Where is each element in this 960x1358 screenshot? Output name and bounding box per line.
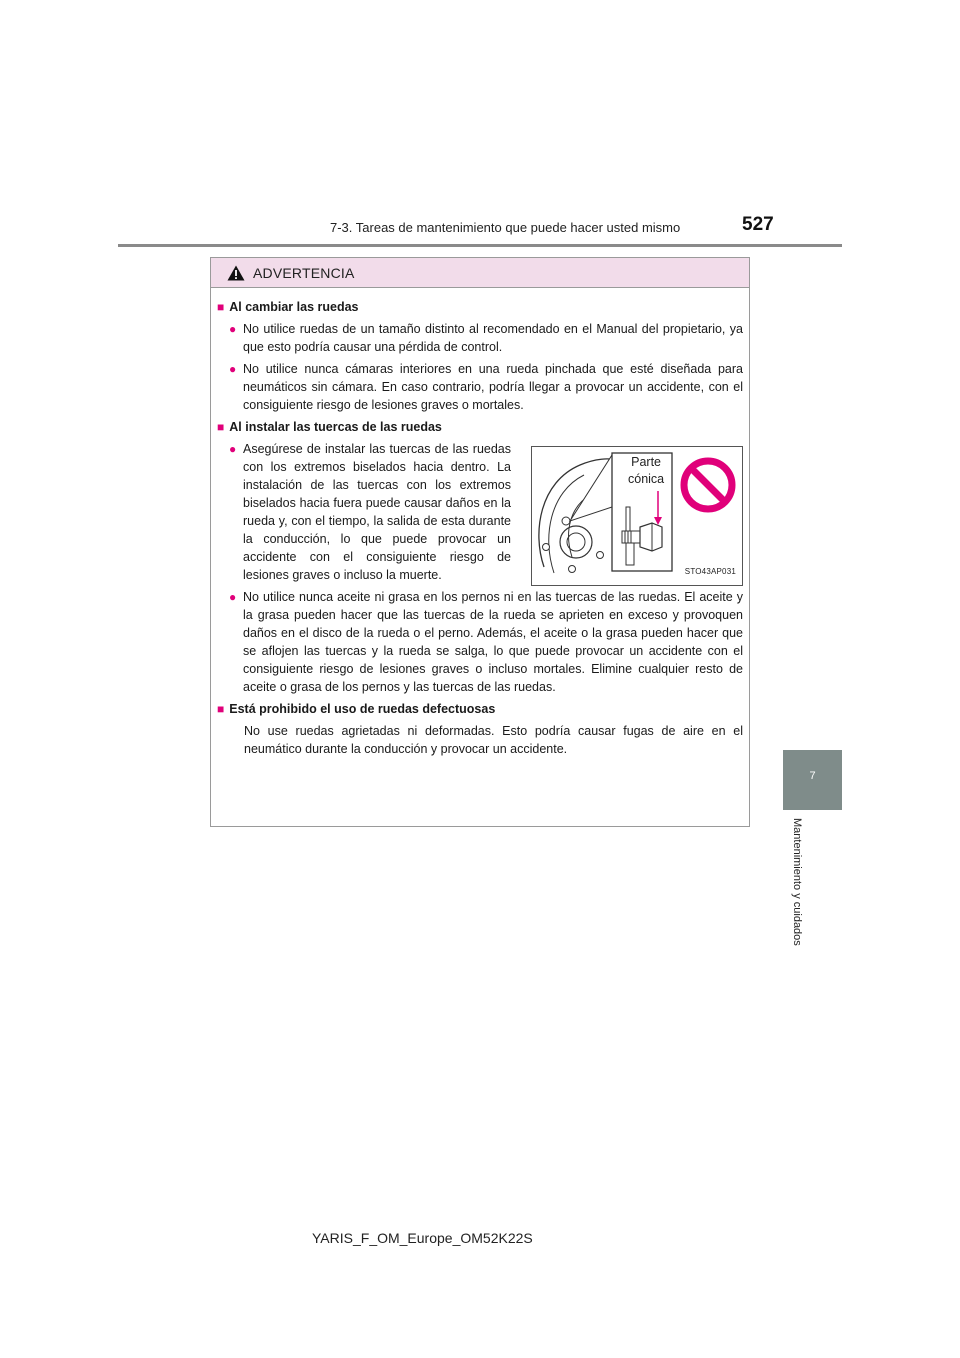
section-heading — [217, 298, 743, 316]
page-header-title: 7-3. Tareas de mantenimiento que puede hacer usted mismo — [330, 220, 681, 235]
bullet-text: No utilice ruedas de un tamaño distinto al recomendado en el Manual del propietario, ya que esto podría causar una pérdida de control. — [243, 322, 743, 354]
bullet-item — [229, 320, 743, 356]
square-bullet-icon: ■ — [217, 420, 225, 434]
figure-label-line2: cónica — [628, 472, 665, 486]
warning-body — [211, 288, 749, 758]
dot-bullet-icon: ● — [229, 362, 237, 376]
section-heading — [217, 700, 743, 718]
warning-header — [211, 258, 749, 288]
dot-bullet-icon: ● — [229, 322, 237, 336]
section-heading — [217, 418, 743, 436]
chapter-side-label: Mantenimiento y cuidados — [791, 818, 803, 946]
square-bullet-icon: ■ — [217, 300, 225, 314]
warning-title: ADVERTENCIA — [253, 264, 355, 281]
header-rule — [118, 244, 842, 247]
page-number: 527 — [742, 214, 774, 235]
chapter-tab — [783, 750, 842, 810]
bullet-with-figure — [217, 440, 743, 588]
figure-label-line1: Parte — [631, 455, 662, 469]
bullet-item — [229, 360, 743, 414]
footer-document-id: YARIS_F_OM_Europe_OM52K22S — [312, 1230, 533, 1246]
warning-triangle-icon — [227, 265, 245, 281]
bullet-text: Asegúrese de instalar las tuercas de las ruedas con los extremos biselados hacia dentro. La instalación de las tuercas con los extremos biselados hacia fuera puede causar daños en la rueda y, con el tiempo, la salida de esta durante la conducción, lo que puede provocar un accidente con el consiguiente riesgo de lesiones graves o incluso la muerte. — [243, 442, 511, 582]
warning-box — [210, 257, 750, 827]
wheel-nut-illustration — [531, 446, 743, 586]
square-bullet-icon: ■ — [217, 702, 225, 716]
bullet-text: No utilice nunca cámaras interiores en una rueda pinchada que esté diseñada para neumáticos sin cámara. En caso contrario, podría llegar a provocar un accidente, con el consiguiente riesgo de lesiones graves o mortales. — [243, 362, 743, 412]
section-paragraph: No use ruedas agrietadas ni deformadas. Esto podría causar fugas de aire en el neumático durante la conducción y provocar un accidente. — [244, 724, 743, 756]
dot-bullet-icon: ● — [229, 590, 237, 604]
dot-bullet-icon: ● — [229, 442, 237, 456]
bullet-text: No utilice nunca aceite ni grasa en los pernos ni en las tuercas de las ruedas. El aceite y la grasa pueden hacer que las tuercas de la rueda se aprieten en exceso y provoquen daños en el disco de la rueda o el perno. Además, el aceite o la grasa pueden hacer que se aflojen las tuercas y la rueda se salga, lo que puede provocar un accidente con el consiguiente riesgo de lesiones graves o incluso mortales. Elimine cualquier resto de aceite o grasa de los pernos y las tuercas de las ruedas. — [243, 590, 743, 694]
figure-code: STO43AP031 — [684, 567, 736, 576]
chapter-tab-number: 7 — [809, 770, 816, 782]
bullet-item — [229, 588, 743, 696]
section-heading-text: Al cambiar las ruedas — [229, 300, 359, 314]
bullet-item — [229, 440, 511, 584]
figure-label — [628, 454, 664, 488]
section-heading-text: Al instalar las tuercas de las ruedas — [229, 420, 442, 434]
section-heading-text: Está prohibido el uso de ruedas defectuosas — [229, 702, 496, 716]
